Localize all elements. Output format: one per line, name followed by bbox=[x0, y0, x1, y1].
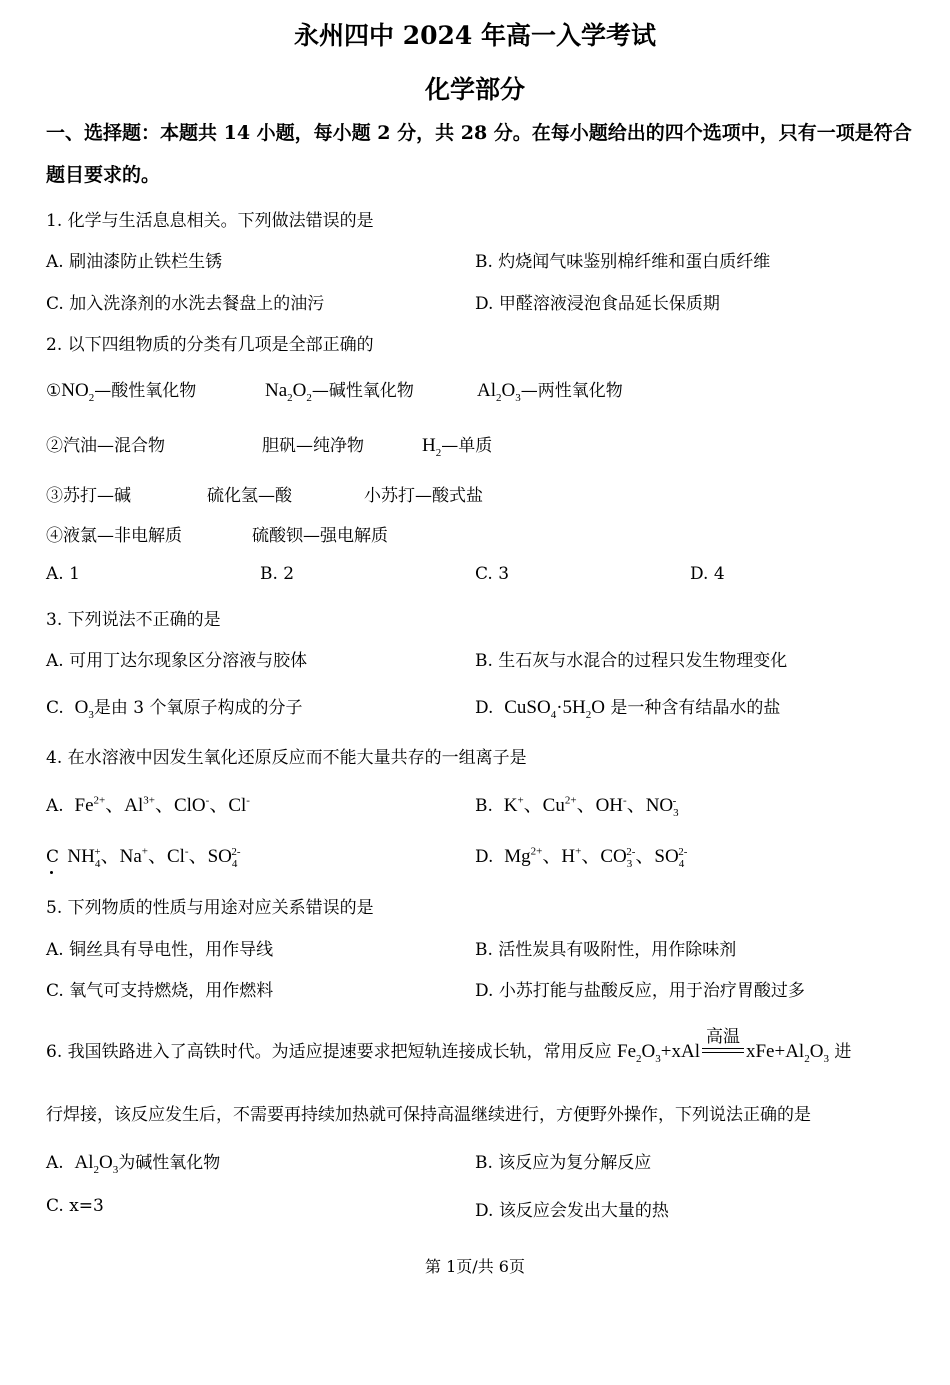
q1-option-a: A. 刷油漆防止铁栏生锈 bbox=[46, 252, 223, 272]
q2-g1-number: ① bbox=[46, 381, 62, 401]
q6-option-a: A. $Al_2O_3$为碱性氧化物 bbox=[46, 1152, 221, 1176]
q1-stem: 1. 化学与生活息息相关。下列做法错误的是 bbox=[46, 211, 374, 231]
no2-formula: $NO_2$ bbox=[61, 380, 95, 404]
q4-stem: 4. 在水溶液中因发生氧化还原反应而不能大量共存的一组离子是 bbox=[46, 748, 527, 768]
q2-g1-item-b: $Na_2O_2—$碱性氧化物 bbox=[265, 380, 414, 404]
q4-option-c: C $NH_4^+$、Na+、Cl-、$SO_4^{2-}$ bbox=[46, 841, 241, 868]
q4-b-ions: K+、$Cu^{2+}$、OH-、$NO_3^-$ bbox=[503, 794, 679, 819]
q2-g2-item-b: 胆矾—纯净物 bbox=[262, 436, 364, 456]
q5-stem: 5. 下列物质的性质与用途对应关系错误的是 bbox=[46, 898, 374, 918]
q6-stem-line-2: 行焊接，该反应发生后，不需要再持续加热就可保持高温继续进行，方便野外操作，下列说法正确的是 bbox=[46, 1105, 811, 1125]
exam-title: 永州四中 2024 年高一入学考试 bbox=[294, 21, 656, 50]
q1-option-c: C. 加入洗涤剂的水洗去餐盘上的油污 bbox=[46, 294, 325, 314]
q2-option-b: B. 2 bbox=[260, 564, 295, 584]
q6-option-b: B. 该反应为复分解反应 bbox=[475, 1153, 652, 1173]
q3-option-d: D. $CuSO_4\cdot 5H_2O$ 是一种含有结晶水的盐 bbox=[475, 697, 781, 721]
q6-option-d: D. 该反应会发出大量的热 bbox=[475, 1201, 669, 1221]
q4-a-ions: $Fe^{2+}$、$Al^{3+}$、ClO-、Cl- bbox=[74, 794, 250, 816]
q2-stem: 2. 以下四组物质的分类有几项是全部正确的 bbox=[46, 335, 374, 355]
q2-option-c: C. 3 bbox=[475, 564, 510, 584]
q5-option-a: A. 铜丝具有导电性，用作导线 bbox=[46, 940, 274, 960]
q6-option-c: C. x=3 bbox=[46, 1196, 104, 1216]
q2-group-3: ③苏打—碱 bbox=[46, 486, 131, 506]
page-number: 第 1页/共 6页 bbox=[425, 1257, 525, 1276]
q6-stem-line-1: 6. 我国铁路进入了高铁时代。为适应提速要求把短轨连接成长轨，常用反应 $Fe_2O_3+xAl$ 高温 $xFe+Al_2O_3$ 进 bbox=[46, 1026, 852, 1065]
q3-option-c: C. $O_3$是由 3 个氧原子构成的分子 bbox=[46, 697, 303, 721]
q2-g2-item-c: $H_2—$单质 bbox=[422, 435, 493, 459]
q1-option-d: D. 甲醛溶液浸泡食品延长保质期 bbox=[475, 294, 720, 314]
q6-reaction-equation: $Fe_2O_3+xAl$ 高温 $xFe+Al_2O_3$ bbox=[617, 1026, 829, 1065]
q2-group-2: ②汽油—混合物 bbox=[46, 436, 165, 456]
section-subtitle: 化学部分 bbox=[424, 75, 525, 104]
q5-option-c: C. 氧气可支持燃烧，用作燃料 bbox=[46, 981, 274, 1001]
q2-group-4: ④液氯—非电解质 bbox=[46, 526, 182, 546]
q4-c-ions: $NH_4^+$、Na+、Cl-、$SO_4^{2-}$ bbox=[67, 845, 241, 870]
q3-option-b: B. 生石灰与水混合的过程只发生物理变化 bbox=[475, 651, 788, 671]
q2-g1-item-c: $Al_2O_3—$两性氧化物 bbox=[477, 380, 623, 404]
al2o3-formula: $Al_2O_3$ bbox=[477, 380, 521, 404]
na2o2-formula: $Na_2O_2$ bbox=[265, 380, 312, 404]
q2-option-a: A. 1 bbox=[46, 564, 80, 584]
section-heading: 一、选择题：本题共 14 小题，每小题 2 分，共 28 分。在每小题给出的四个选项中，只有一项是符合题目要求的。 bbox=[46, 122, 912, 186]
q5-option-b: B. 活性炭具有吸附性，用作除味剂 bbox=[475, 940, 737, 960]
q4-option-a: A. $Fe^{2+}$、$Al^{3+}$、ClO-、Cl- bbox=[46, 794, 250, 816]
q2-g3-item-b: 硫化氢—酸 bbox=[207, 486, 292, 506]
h2-formula: $H_2$ bbox=[422, 435, 442, 459]
reaction-condition-arrow: 高温 bbox=[702, 1044, 744, 1062]
cuso4-5h2o-formula: $CuSO_4\cdot 5H_2O$ bbox=[504, 697, 606, 721]
q3-option-a: A. 可用丁达尔现象区分溶液与胶体 bbox=[46, 651, 308, 671]
q1-option-b: B. 灼烧闻气味鉴别棉纤维和蛋白质纤维 bbox=[475, 252, 771, 272]
q2-group-1: $①NO_2—$酸性氧化物 bbox=[46, 380, 197, 404]
q2-option-d: D. 4 bbox=[690, 564, 725, 584]
q2-g3-item-c: 小苏打—酸式盐 bbox=[364, 486, 483, 506]
q4-d-ions: $Mg^{2+}$、H+、$CO_3^{2-}$、$SO_4^{2-}$ bbox=[504, 845, 688, 870]
q2-g4-item-b: 硫酸钡—强电解质 bbox=[252, 526, 388, 546]
q4-option-b: B. K+、$Cu^{2+}$、OH-、$NO_3^-$ bbox=[475, 794, 679, 819]
o3-formula: $O_3$ bbox=[74, 697, 94, 721]
mark-dot bbox=[50, 871, 53, 874]
q3-stem: 3. 下列说法不正确的是 bbox=[46, 610, 221, 630]
q5-option-d: D. 小苏打能与盐酸反应，用于治疗胃酸过多 bbox=[475, 981, 805, 1001]
q4-option-d: D. $Mg^{2+}$、H+、$CO_3^{2-}$、$SO_4^{2-}$ bbox=[475, 845, 688, 870]
q6-al2o3-formula: $Al_2O_3$ bbox=[74, 1152, 119, 1176]
